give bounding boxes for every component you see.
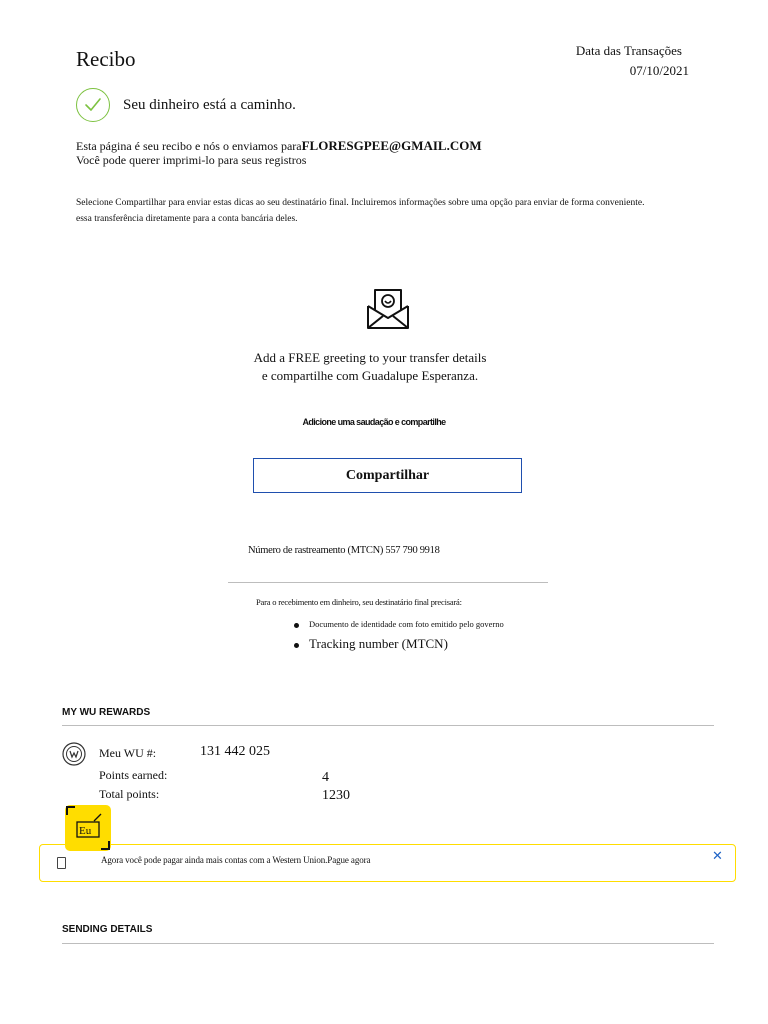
page-title: Recibo: [76, 47, 136, 71]
pickup-requirements: Para o recebimento em dinheiro, seu destinatário final precisará:: [256, 597, 462, 607]
points-earned-value: 4: [322, 770, 329, 785]
share-info-text: [76, 195, 716, 227]
recipient-email: FLORESGPEE@GMAIL.COM: [301, 138, 482, 153]
envelope-greeting-icon: [364, 286, 412, 332]
divider: [62, 943, 714, 944]
tracking-number: Número de rastreamento (MTCN) 557 790 9918: [248, 545, 440, 556]
wu-number: 131 442 025: [200, 744, 270, 759]
add-greeting-label: Adicione uma saudação e compartilhe: [302, 417, 446, 427]
share-info-line-2: essa transferência diretamente para a conta bancária deles.: [76, 214, 298, 224]
wu-rewards-icon: [62, 742, 86, 766]
list-item-text: Tracking number (MTCN): [309, 636, 448, 651]
bill-pay-icon: [65, 805, 111, 851]
list-item-text: Documento de identidade com foto emitido pelo governo: [309, 619, 504, 629]
receipt-text: Esta página é seu recibo e nós o enviamos para: [76, 139, 302, 153]
promo-icon-text: Eu: [79, 825, 92, 837]
greeting-line-2: e compartilhe com Guadalupe Esperanza.: [261, 368, 479, 383]
promo-checkbox-icon: [57, 857, 66, 869]
list-item: [294, 636, 448, 652]
transaction-date-value: 07/10/2021: [629, 63, 689, 78]
promo-text[interactable]: Agora você pode pagar ainda mais contas com a Western Union.Pague agora: [101, 855, 371, 865]
points-earned-label: Points earned:: [99, 768, 168, 782]
receipt-email-text: [76, 138, 482, 154]
money-on-the-way-message: Seu dinheiro está a caminho.: [123, 97, 296, 113]
total-points-label: Total points:: [99, 787, 160, 801]
list-item: [294, 619, 504, 629]
close-icon[interactable]: ✕: [712, 848, 723, 863]
wu-number-label: Meu WU #:: [99, 746, 157, 760]
greeting-line-1: Add a FREE greeting to your transfer details: [253, 350, 487, 365]
bullet-icon: [294, 643, 299, 648]
checkmark-icon: [76, 88, 110, 122]
bullet-icon: [294, 623, 299, 628]
divider: [228, 582, 548, 583]
sending-details-heading: SENDING DETAILS: [62, 924, 153, 935]
rewards-heading: MY WU REWARDS: [62, 707, 151, 718]
transaction-date-label: Data das Transações: [575, 43, 682, 58]
share-button[interactable]: Compartilhar: [253, 458, 522, 493]
total-points-value: 1230: [322, 788, 350, 803]
divider: [62, 725, 714, 726]
share-info-line-1: Selecione Compartilhar para enviar estas dicas ao seu destinatário final. Incluiremos informações sobre uma opção para enviar de forma conveniente.: [76, 198, 645, 208]
print-suggestion: Você pode querer imprimi-lo para seus registros: [76, 153, 307, 167]
